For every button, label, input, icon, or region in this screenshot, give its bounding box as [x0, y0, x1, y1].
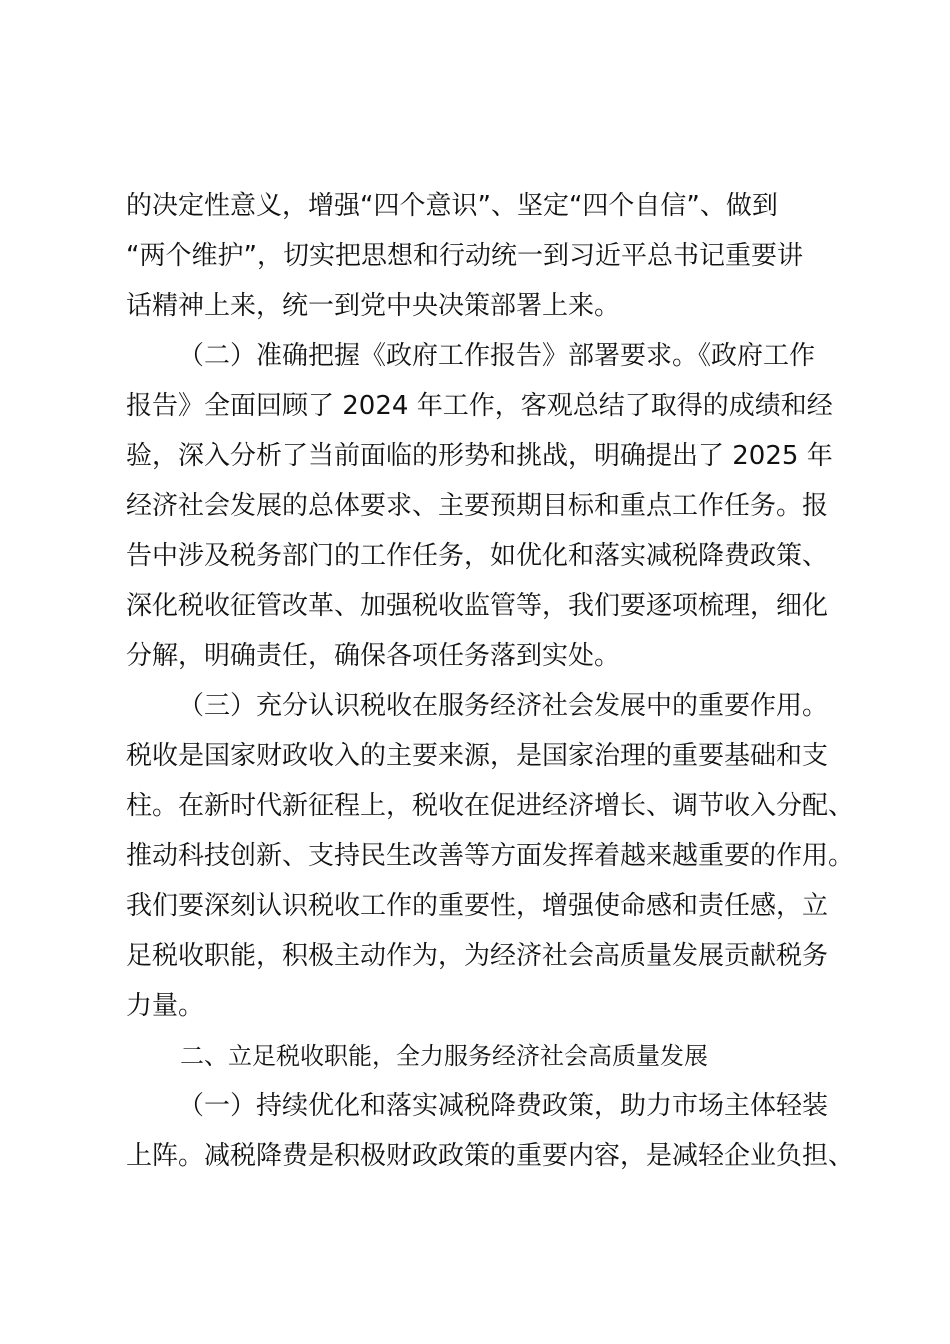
body-text-line: 告中涉及税务部门的工作任务，如优化和落实减税降费政策、: [126, 541, 829, 571]
body-text-line: 经济社会发展的总体要求、主要预期目标和重点工作任务。报: [126, 491, 829, 521]
body-text-line: 足税收职能，积极主动作为，为经济社会高质量发展贡献税务: [126, 941, 829, 971]
subsection-heading-line: （一）持续优化和落实减税降费政策，助力市场主体轻装: [178, 1091, 829, 1121]
body-text-line: 柱。在新时代新征程上，税收在促进经济增长、调节收入分配、: [126, 791, 855, 821]
body-text-line: 话精神上来，统一到党中央决策部署上来。: [126, 291, 621, 321]
subsection-heading-line: （三）充分认识税收在服务经济社会发展中的重要作用。: [178, 691, 829, 721]
body-text-line: 税收是国家财政收入的主要来源，是国家治理的重要基础和支: [126, 741, 829, 771]
body-text-line: 力量。: [126, 991, 205, 1021]
body-text-line: 报告》全面回顾了 2024 年工作，客观总结了取得的成绩和经: [126, 391, 833, 421]
body-text-line: 推动科技创新、支持民生改善等方面发挥着越来越重要的作用。: [126, 841, 855, 871]
body-text-line: 深化税收征管改革、加强税收监管等，我们要逐项梳理，细化: [126, 591, 829, 621]
subsection-heading-line: （二）准确把握《政府工作报告》部署要求。《政府工作: [178, 341, 816, 371]
body-text-line: 验，深入分析了当前面临的形势和挑战，明确提出了 2025 年: [126, 441, 833, 471]
body-text-line: 分解，明确责任，确保各项任务落到实处。: [126, 641, 621, 671]
body-text-line: 我们要深刻认识税收工作的重要性，增强使命感和责任感，立: [126, 891, 829, 921]
section-heading: 二、立足税收职能，全力服务经济社会高质量发展: [180, 1042, 708, 1070]
body-text-line: “两个维护”，切实把思想和行动统一到习近平总书记重要讲: [126, 241, 803, 271]
body-text-line: 上阵。减税降费是积极财政政策的重要内容，是减轻企业负担、: [126, 1141, 855, 1171]
body-text-line: 的决定性意义，增强“四个意识”、坚定“四个自信”、做到: [126, 191, 778, 221]
